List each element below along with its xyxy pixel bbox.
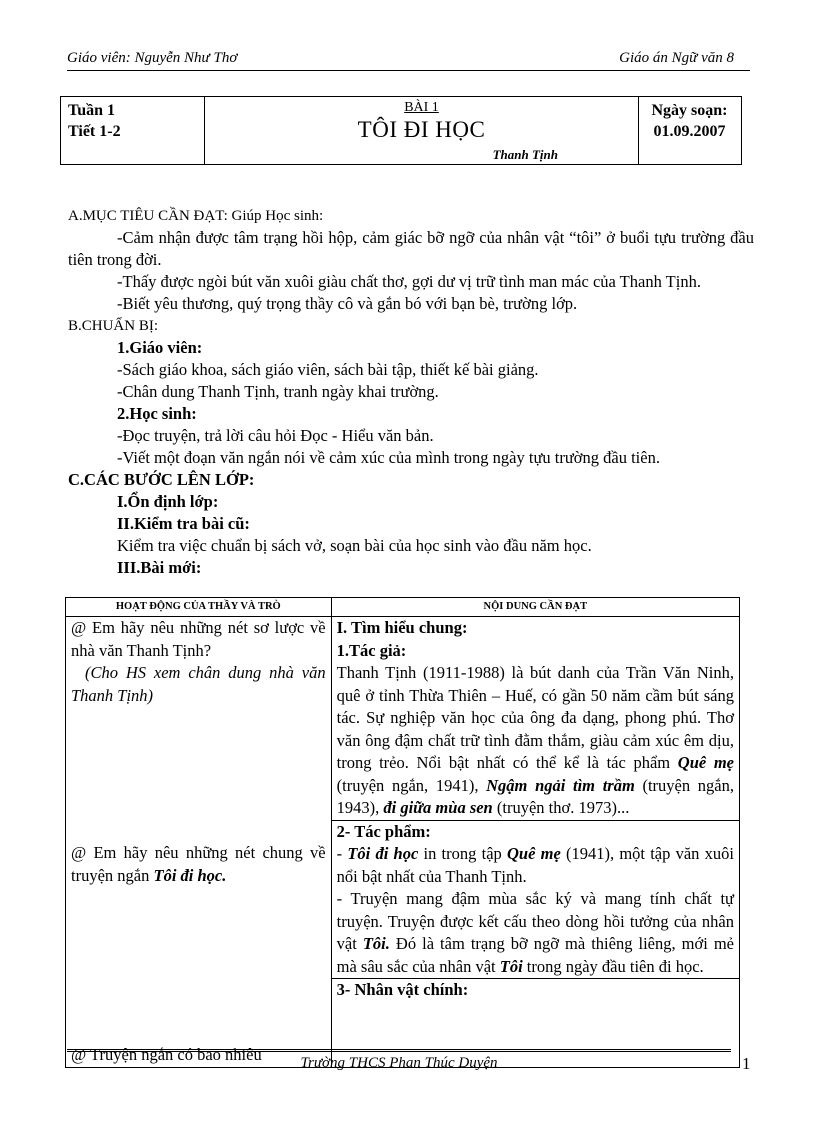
question-1: @ Em hãy nêu những nét sơ lược về nhà văn Thanh Tịnh? <box>71 618 326 660</box>
step-2: II.Kiểm tra bài cũ: <box>117 514 250 533</box>
work-ngam-ngai: Ngậm ngải tìm trầm <box>486 775 635 795</box>
step-1: I.Ổn định lớp: <box>117 492 219 511</box>
lesson-activity-table <box>65 597 740 1068</box>
week-cell <box>61 97 205 164</box>
page-header <box>67 50 750 71</box>
question-3: @ Truyện ngắn có bao nhiêu <box>71 1045 262 1064</box>
student-prep-1: -Đọc truyện, trả lời câu hỏi Đọc - Hiểu văn bản. <box>117 426 434 445</box>
lesson-author: Thanh Tịnh <box>492 147 558 162</box>
section-a-heading: A.MỤC TIÊU CẦN ĐẠT: Giúp Học sinh: <box>68 208 324 224</box>
teacher-prep-1: -Sách giáo khoa, sách giáo viên, sách bài tập, thiết kế bài giảng. <box>117 360 539 379</box>
work-paragraph-2: - Truyện mang đậm mùa sắc ký và mang tính chất tự truyện. Truyện được kết cấu theo dòng hồi tưởng của nhân vật Tôi. Đó là tâm trạng bỡ ngỡ mà thiêng liêng, mới mẻ mà sâu sắc của nhân vật Tôi trong ngày đầu tiên đi học. <box>336 889 734 976</box>
date-cell <box>638 97 741 164</box>
teacher-prep-2: -Chân dung Thanh Tịnh, tranh ngày khai trường. <box>117 382 439 401</box>
lesson-title: TÔI ĐI HỌC <box>357 117 486 142</box>
school-name: Trường THCS Phan Thúc Duyện <box>300 1055 498 1071</box>
author-paragraph: Thanh Tịnh (1911-1988) là bút danh của Trần Văn Ninh, quê ở tỉnh Thừa Thiên – Huế, có gần 50 năm cầm bút sáng tác. Sự nghiệp văn học của ông đa dạng, phong phú. Thơ văn ông đậm chất trữ tình đằm thắm, giàu cảm xúc êm dịu, trong trẻo. Nổi bật nhất có thể kể là tác phẩm Quê mẹ (truyện ngắn, 1941), Ngậm ngải tìm trầm (truyện ngắn, 1943), đi giữa mùa sen (truyện thơ. 1973)... <box>336 663 735 817</box>
section-1-heading: I. Tìm hiểu chung: <box>336 618 468 637</box>
work-que-me: Quê mẹ <box>677 753 735 772</box>
table-header-row <box>66 598 740 617</box>
table-row <box>66 617 740 1068</box>
story-title: Tôi đi học. <box>153 865 227 885</box>
col-header-activities: HOẠT ĐỘNG CỦA THẦY VÀ TRÒ <box>66 598 332 617</box>
teacher-prep-heading: 1.Giáo viên: <box>117 338 203 357</box>
work-paragraph-1: - Tôi đi học in trong tập Quê mẹ (1941), một tập văn xuôi nổi bật nhất của Thanh Tịnh. <box>336 844 734 886</box>
footer-rule <box>67 1049 731 1052</box>
student-prep-heading: 2.Học sinh: <box>117 404 197 423</box>
main-character-heading: 3- Nhân vật chính: <box>332 978 739 1002</box>
author-heading: 1.Tác giả: <box>336 640 407 660</box>
title-cell <box>205 97 639 164</box>
date-label: Ngày soạn: <box>651 102 728 119</box>
student-prep-2: -Viết một đoạn văn ngắn nói về cảm xúc của mình trong ngày tựu trường đầu tiên. <box>117 448 660 467</box>
section-b-heading: B.CHUẨN BỊ: <box>68 318 159 334</box>
lesson-number: BÀI 1 <box>404 100 439 115</box>
content-cell <box>331 617 739 1068</box>
section-c-heading: C.CÁC BƯỚC LÊN LỚP: <box>68 470 255 489</box>
lesson-body <box>68 205 754 579</box>
question-2: @ Em hãy nêu những nét chung về truyện ngắn Tôi đi học. <box>71 843 326 885</box>
subject-title: Giáo án Ngữ văn 8 <box>619 50 734 66</box>
objective-2: -Thấy được ngòi bút văn xuôi giàu chất thơ, gợi dư vị trữ tình man mác của Thanh Tịnh. <box>117 272 701 291</box>
objective-1: -Cảm nhận được tâm trạng hồi hộp, cảm giác bỡ ngỡ của nhân vật “tôi” ở buổi tựu trường đầu tiên trong đời. <box>68 228 754 269</box>
step-3: III.Bài mới: <box>117 558 202 577</box>
activities-cell <box>66 617 332 1068</box>
step-2-text: Kiểm tra việc chuẩn bị sách vở, soạn bài của học sinh vào đầu năm học. <box>117 536 592 555</box>
week: Tuần 1 <box>68 102 115 119</box>
work-heading: 2- Tác phẩm: <box>332 820 739 844</box>
period: Tiết 1-2 <box>68 123 121 140</box>
page-number: 1 <box>742 1054 751 1073</box>
date-value: 01.09.2007 <box>653 123 726 140</box>
teacher-name: Giáo viên: Nguyễn Như Thơ <box>67 50 238 66</box>
col-header-content: NỘI DUNG CẦN ĐẠT <box>331 598 739 617</box>
lesson-title-box <box>60 96 742 165</box>
question-1-note: (Cho HS xem chân dung nhà văn Thanh Tịnh) <box>71 663 326 705</box>
objective-3: -Biết yêu thương, quý trọng thầy cô và gắn bó với bạn bè, trường lớp. <box>117 294 578 313</box>
work-di-giua-mua-sen: đi giữa mùa sen <box>383 798 493 817</box>
